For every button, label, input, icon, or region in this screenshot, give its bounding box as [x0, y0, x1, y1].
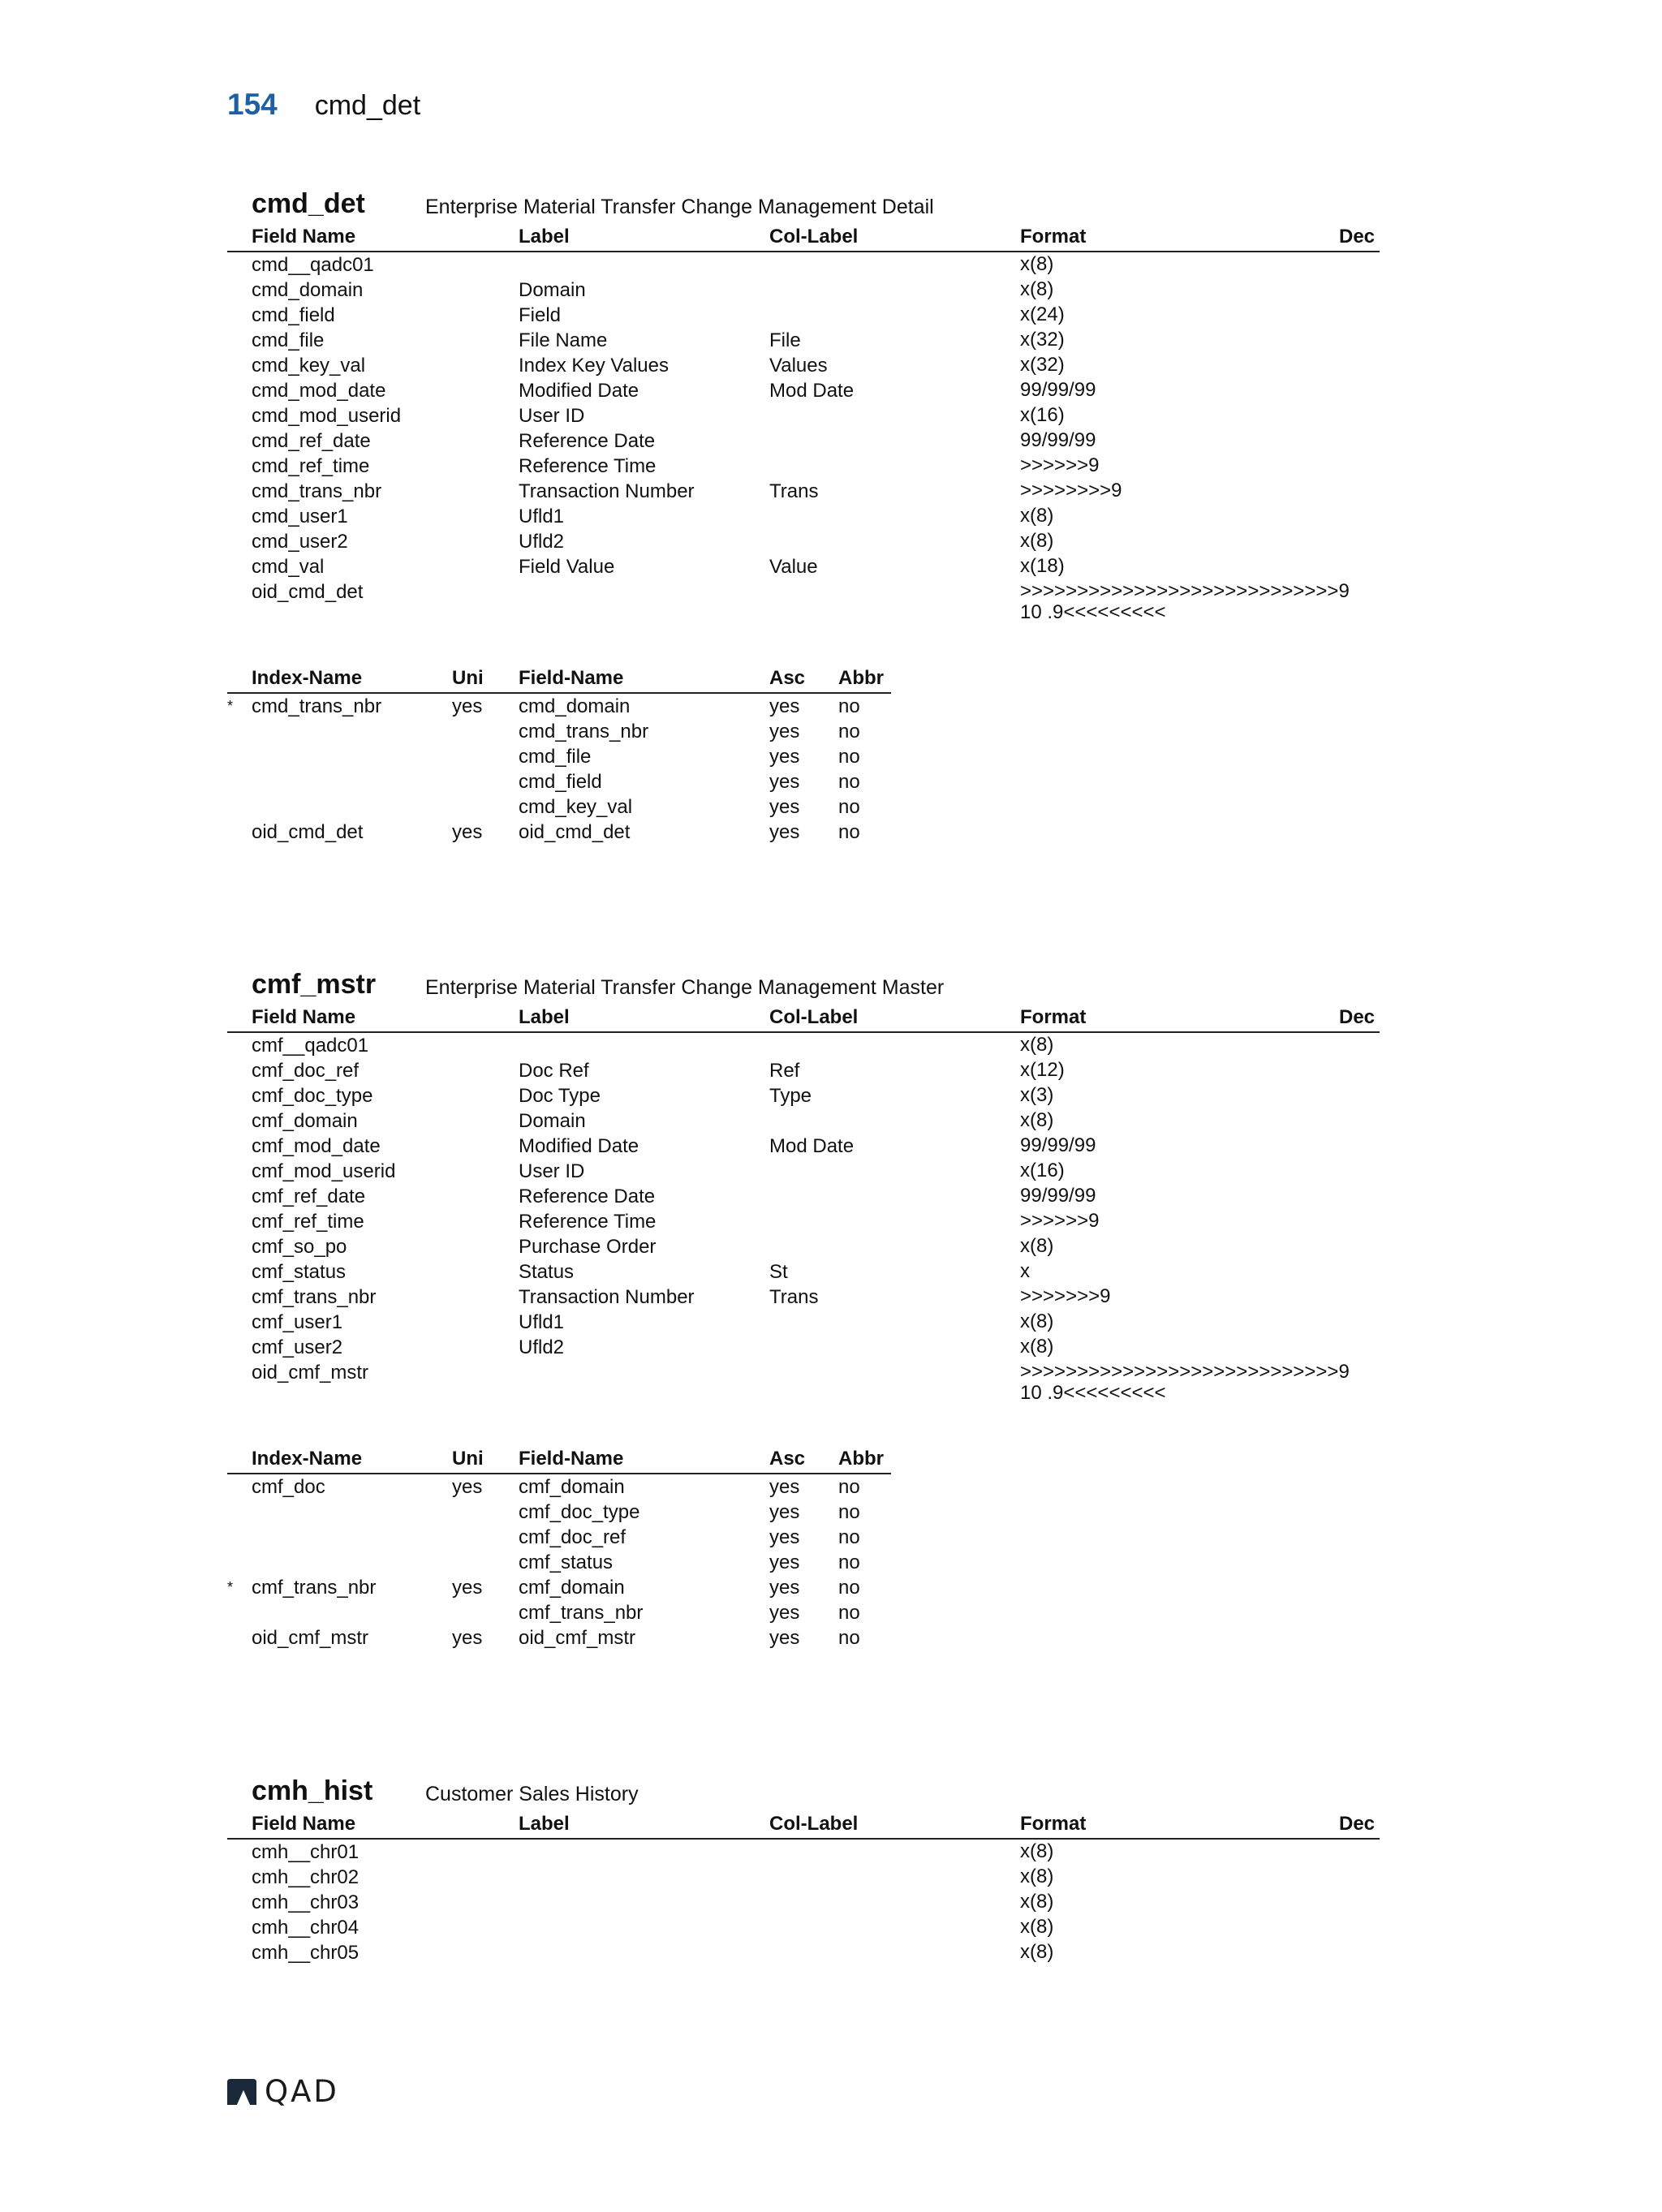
field-format: >>>>>>9	[1020, 1210, 1100, 1232]
field-label: Purchase Order	[519, 1236, 657, 1258]
primary-index-marker: *	[227, 698, 234, 714]
index-unique: yes	[452, 1627, 483, 1649]
table-name: cmf_mstr	[252, 969, 377, 1000]
header-index-name: Index-Name	[252, 1448, 363, 1470]
index-abbreviated: no	[838, 721, 860, 742]
field-label: Ufld2	[519, 1336, 565, 1358]
index-ascending: yes	[769, 1627, 800, 1649]
field-label: Modified Date	[519, 1135, 639, 1157]
field-name: cmf_so_po	[252, 1236, 347, 1258]
index-row	[227, 769, 891, 794]
index-abbreviated: no	[838, 1476, 860, 1498]
field-table-header	[227, 1811, 1380, 1840]
field-name: cmh__chr05	[252, 1942, 360, 1964]
field-name: oid_cmf_mstr	[252, 1362, 369, 1384]
index-abbreviated: no	[838, 1501, 860, 1523]
field-format: x(18)	[1020, 555, 1065, 577]
index-name: oid_cmd_det	[252, 821, 364, 843]
page-topic: cmd_det	[314, 90, 421, 121]
field-name: cmf_ref_time	[252, 1211, 364, 1233]
field-row	[227, 1159, 1380, 1184]
index-table-header	[227, 1446, 891, 1474]
field-row	[227, 529, 1380, 554]
index-row	[227, 1550, 891, 1575]
index-row	[227, 1600, 891, 1625]
index-ascending: yes	[769, 721, 800, 742]
field-label: Reference Date	[519, 430, 656, 452]
index-row	[227, 794, 891, 820]
index-field-name: cmd_key_val	[519, 796, 633, 818]
field-col-label: Value	[769, 556, 818, 578]
field-col-label: Ref	[769, 1060, 800, 1082]
field-format: x(32)	[1020, 354, 1065, 376]
field-name: cmf__qadc01	[252, 1035, 369, 1057]
field-format: x(12)	[1020, 1059, 1065, 1081]
field-row	[227, 353, 1380, 378]
field-row	[227, 1134, 1380, 1159]
index-abbreviated: no	[838, 695, 860, 717]
field-label: Doc Ref	[519, 1060, 589, 1082]
field-row	[227, 1840, 1380, 1865]
field-col-label: Mod Date	[769, 380, 855, 402]
field-format: >>>>>>>>>>>>>>>>>>>>>>>>>>>>9 10 .9<<<<<<<<<	[1020, 1361, 1350, 1404]
index-table	[227, 1446, 891, 1650]
field-row	[227, 479, 1380, 504]
index-field-name: cmf_doc_ref	[519, 1526, 626, 1548]
field-format: 99/99/99	[1020, 429, 1096, 451]
field-name: cmf_doc_ref	[252, 1060, 360, 1082]
index-field-name: cmf_status	[519, 1551, 614, 1573]
header-label: Label	[519, 1006, 570, 1028]
table-description: Customer Sales History	[425, 1783, 639, 1805]
field-format: x(8)	[1020, 1235, 1054, 1257]
index-ascending: yes	[769, 1602, 800, 1624]
table-section	[227, 1775, 1380, 1965]
field-name: cmd_mod_date	[252, 380, 386, 402]
header-col-label: Col-Label	[769, 1813, 859, 1835]
field-row	[227, 1058, 1380, 1083]
index-field-name: cmf_trans_nbr	[519, 1602, 644, 1624]
index-row	[227, 744, 891, 769]
index-row	[227, 1575, 891, 1600]
index-row	[227, 1525, 891, 1550]
field-format: x(3)	[1020, 1084, 1054, 1106]
field-format: x(8)	[1020, 1866, 1054, 1887]
index-name: oid_cmf_mstr	[252, 1627, 369, 1649]
table-description: Enterprise Material Transfer Change Management Detail	[425, 196, 934, 218]
field-col-label: Trans	[769, 1286, 819, 1308]
field-row	[227, 252, 1380, 278]
field-format: 99/99/99	[1020, 379, 1096, 401]
field-label: Modified Date	[519, 380, 639, 402]
field-row	[227, 1915, 1380, 1940]
field-name: cmd_ref_date	[252, 430, 371, 452]
header-format: Format	[1020, 1006, 1087, 1028]
field-label: Reference Time	[519, 455, 657, 477]
header-field-name: Field Name	[252, 226, 356, 247]
field-format: x(8)	[1020, 1891, 1054, 1913]
field-row	[227, 554, 1380, 579]
index-ascending: yes	[769, 1577, 800, 1599]
field-label: Transaction Number	[519, 1286, 695, 1308]
header-label: Label	[519, 226, 570, 247]
field-format: >>>>>>>>>>>>>>>>>>>>>>>>>>>>9 10 .9<<<<<<<<<	[1020, 580, 1350, 623]
index-row	[227, 1625, 891, 1650]
index-table-header	[227, 665, 891, 694]
header-col-label: Col-Label	[769, 226, 859, 247]
table-title	[227, 188, 1380, 224]
field-col-label: Mod Date	[769, 1135, 855, 1157]
qad-logo-mark-icon	[226, 2077, 258, 2107]
header-uni: Uni	[452, 667, 484, 689]
index-field-name: cmf_doc_type	[519, 1501, 640, 1523]
header-index-field-name: Field-Name	[519, 667, 624, 689]
field-row	[227, 1234, 1380, 1259]
field-name: cmf_user1	[252, 1311, 343, 1333]
index-field-name: cmd_field	[519, 771, 602, 793]
index-ascending: yes	[769, 1551, 800, 1573]
header-field-name: Field Name	[252, 1006, 356, 1028]
field-table-header	[227, 1005, 1380, 1033]
field-format: x(8)	[1020, 1310, 1054, 1332]
field-label: User ID	[519, 1160, 585, 1182]
header-field-name: Field Name	[252, 1813, 356, 1835]
index-field-name: cmd_trans_nbr	[519, 721, 649, 742]
field-name: cmd__qadc01	[252, 254, 374, 276]
field-row	[227, 579, 1380, 623]
index-field-name: cmd_domain	[519, 695, 631, 717]
field-row	[227, 1083, 1380, 1108]
field-format: >>>>>>>9	[1020, 1285, 1111, 1307]
field-format: x(8)	[1020, 278, 1054, 300]
index-row	[227, 719, 891, 744]
field-format: x(8)	[1020, 505, 1054, 527]
index-unique: yes	[452, 821, 483, 843]
field-name: cmf_mod_userid	[252, 1160, 396, 1182]
field-label: Ufld1	[519, 1311, 565, 1333]
field-label: Field Value	[519, 556, 615, 578]
field-label: Reference Date	[519, 1186, 656, 1207]
field-table-header	[227, 224, 1380, 252]
field-row	[227, 1209, 1380, 1234]
field-format: x(8)	[1020, 1941, 1054, 1963]
header-uni: Uni	[452, 1448, 484, 1470]
table-name: cmh_hist	[252, 1775, 373, 1806]
field-col-label: Values	[769, 355, 828, 377]
index-field-name: oid_cmd_det	[519, 821, 631, 843]
index-table	[227, 665, 891, 845]
field-row	[227, 1108, 1380, 1134]
field-row	[227, 378, 1380, 403]
field-col-label: Type	[769, 1085, 812, 1107]
field-name: cmf_mod_date	[252, 1135, 381, 1157]
field-format: 99/99/99	[1020, 1134, 1096, 1156]
field-label: Transaction Number	[519, 480, 695, 502]
field-format: x(8)	[1020, 1916, 1054, 1938]
field-label: File Name	[519, 329, 608, 351]
field-label: Index Key Values	[519, 355, 670, 377]
field-format: x(24)	[1020, 303, 1065, 325]
field-row	[227, 1184, 1380, 1209]
index-field-name: oid_cmf_mstr	[519, 1627, 636, 1649]
field-name: cmh__chr01	[252, 1841, 360, 1863]
field-row	[227, 1890, 1380, 1915]
field-name: cmf_status	[252, 1261, 347, 1283]
field-name: oid_cmd_det	[252, 581, 364, 603]
table-section	[227, 969, 1380, 1650]
index-row	[227, 820, 891, 845]
header-format: Format	[1020, 1813, 1087, 1835]
header-abbr: Abbr	[838, 1448, 884, 1470]
field-label: Ufld2	[519, 531, 565, 553]
index-abbreviated: no	[838, 746, 860, 768]
index-unique: yes	[452, 695, 483, 717]
field-name: cmf_trans_nbr	[252, 1286, 377, 1308]
index-row	[227, 694, 891, 719]
index-abbreviated: no	[838, 1627, 860, 1649]
index-row	[227, 1500, 891, 1525]
field-name: cmf_ref_date	[252, 1186, 366, 1207]
field-format: x(32)	[1020, 329, 1065, 351]
index-unique: yes	[452, 1577, 483, 1599]
field-row	[227, 1335, 1380, 1360]
field-label: Field	[519, 304, 562, 326]
header-asc: Asc	[769, 667, 806, 689]
index-field-name: cmf_domain	[519, 1476, 625, 1498]
index-ascending: yes	[769, 796, 800, 818]
field-name: cmd_key_val	[252, 355, 366, 377]
field-row	[227, 1310, 1380, 1335]
index-ascending: yes	[769, 821, 800, 843]
index-ascending: yes	[769, 1501, 800, 1523]
table-description: Enterprise Material Transfer Change Management Master	[425, 976, 945, 999]
header-label: Label	[519, 1813, 570, 1835]
header-col-label: Col-Label	[769, 1006, 859, 1028]
field-row	[227, 1940, 1380, 1965]
field-label: Ufld1	[519, 506, 565, 527]
index-abbreviated: no	[838, 1526, 860, 1548]
index-ascending: yes	[769, 771, 800, 793]
field-row	[227, 328, 1380, 353]
field-format: x(8)	[1020, 530, 1054, 552]
index-abbreviated: no	[838, 1602, 860, 1624]
field-format: x(8)	[1020, 1840, 1054, 1862]
field-name: cmf_domain	[252, 1110, 358, 1132]
field-name: cmd_ref_time	[252, 455, 370, 477]
field-name: cmd_file	[252, 329, 325, 351]
field-format: x(16)	[1020, 404, 1065, 426]
field-format: x	[1020, 1260, 1030, 1282]
field-table	[227, 1005, 1380, 1404]
field-name: cmh__chr02	[252, 1866, 360, 1888]
field-format: x(8)	[1020, 1034, 1054, 1056]
index-field-name: cmf_domain	[519, 1577, 625, 1599]
index-ascending: yes	[769, 1476, 800, 1498]
field-col-label: Trans	[769, 480, 819, 502]
field-name: cmh__chr03	[252, 1891, 360, 1913]
index-ascending: yes	[769, 1526, 800, 1548]
index-field-name: cmd_file	[519, 746, 592, 768]
field-format: x(8)	[1020, 1109, 1054, 1131]
index-abbreviated: no	[838, 1577, 860, 1599]
qad-logo-text: QAD	[265, 2074, 339, 2109]
index-abbreviated: no	[838, 771, 860, 793]
field-row	[227, 1033, 1380, 1058]
header-asc: Asc	[769, 1448, 806, 1470]
field-format: 99/99/99	[1020, 1185, 1096, 1207]
field-label: Domain	[519, 1110, 586, 1132]
field-row	[227, 1360, 1380, 1404]
field-row	[227, 1285, 1380, 1310]
index-unique: yes	[452, 1476, 483, 1498]
header-abbr: Abbr	[838, 667, 884, 689]
field-name: cmd_val	[252, 556, 325, 578]
table-name: cmd_det	[252, 188, 365, 219]
field-table	[227, 224, 1380, 623]
field-row	[227, 1259, 1380, 1285]
table-section	[227, 188, 1380, 845]
field-name: cmd_domain	[252, 279, 364, 301]
header-dec: Dec	[1339, 1813, 1376, 1835]
field-name: cmh__chr04	[252, 1917, 360, 1939]
index-abbreviated: no	[838, 821, 860, 843]
page-number: 154	[227, 88, 278, 121]
index-abbreviated: no	[838, 796, 860, 818]
field-label: Reference Time	[519, 1211, 657, 1233]
field-name: cmd_field	[252, 304, 335, 326]
field-row	[227, 428, 1380, 454]
field-format: >>>>>>9	[1020, 454, 1100, 476]
field-row	[227, 303, 1380, 328]
index-name: cmd_trans_nbr	[252, 695, 382, 717]
header-index-name: Index-Name	[252, 667, 363, 689]
primary-index-marker: *	[227, 1579, 234, 1595]
field-row	[227, 278, 1380, 303]
field-name: cmf_user2	[252, 1336, 343, 1358]
field-name: cmf_doc_type	[252, 1085, 373, 1107]
field-format: x(16)	[1020, 1160, 1065, 1181]
field-row	[227, 454, 1380, 479]
field-name: cmd_user2	[252, 531, 348, 553]
field-format: >>>>>>>>9	[1020, 480, 1122, 501]
field-table	[227, 1811, 1380, 1965]
index-ascending: yes	[769, 746, 800, 768]
field-row	[227, 504, 1380, 529]
index-abbreviated: no	[838, 1551, 860, 1573]
qad-logo	[226, 2074, 339, 2109]
field-label: Domain	[519, 279, 586, 301]
field-row	[227, 403, 1380, 428]
index-name: cmf_trans_nbr	[252, 1577, 377, 1599]
field-label: Doc Type	[519, 1085, 601, 1107]
header-format: Format	[1020, 226, 1087, 247]
index-ascending: yes	[769, 695, 800, 717]
field-name: cmd_trans_nbr	[252, 480, 382, 502]
table-title	[227, 1775, 1380, 1811]
page-header	[227, 88, 420, 122]
field-label: Status	[519, 1261, 575, 1283]
header-dec: Dec	[1339, 226, 1376, 247]
field-format: x(8)	[1020, 1336, 1054, 1358]
field-name: cmd_user1	[252, 506, 348, 527]
index-name: cmf_doc	[252, 1476, 325, 1498]
field-col-label: File	[769, 329, 801, 351]
table-title	[227, 969, 1380, 1005]
field-row	[227, 1865, 1380, 1890]
header-index-field-name: Field-Name	[519, 1448, 624, 1470]
field-label: User ID	[519, 405, 585, 427]
header-dec: Dec	[1339, 1006, 1376, 1028]
field-format: x(8)	[1020, 253, 1054, 275]
field-name: cmd_mod_userid	[252, 405, 402, 427]
field-col-label: St	[769, 1261, 788, 1283]
index-row	[227, 1474, 891, 1500]
